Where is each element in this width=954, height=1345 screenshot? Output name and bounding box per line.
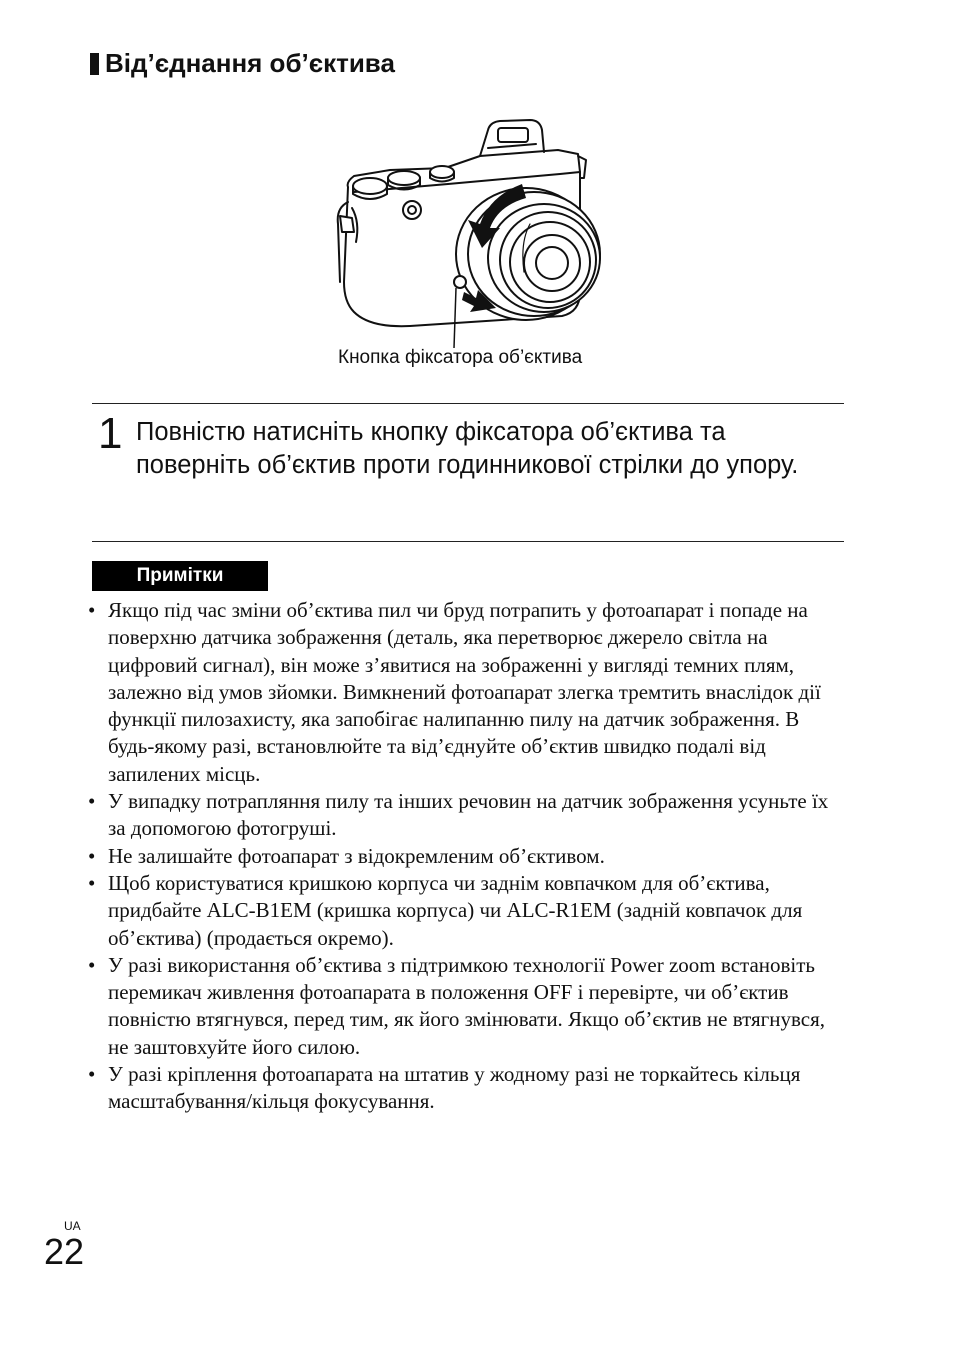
heading-marker (90, 53, 99, 75)
note-item (88, 843, 848, 870)
divider-top (92, 403, 844, 404)
note-item (88, 1061, 848, 1116)
bullet-icon: • (88, 952, 96, 977)
bullet-icon: • (88, 843, 96, 868)
bullet-icon: • (88, 870, 96, 895)
note-item (88, 788, 848, 843)
divider-bottom (92, 541, 844, 542)
note-text: Якщо під час зміни об’єктива пил чи бруд потрапить у фотоапарат і попаде на поверхню датчика зображення (деталь, яка перетворює джерело світла на цифровий сигнал), він може з’явитися на зображенні у вигляді темних плям, залежно від умов зйомки. Вимкнений фотоапарат злегка тремтить внаслідок дії функції пилозахисту, яка запобігає налипанню пилу на датчик зображення. В будь-якому разі, встановлюйте та від’єднуйте об’єктив швидко подалі від запилених місць. (108, 598, 821, 786)
section-title: Від’єднання об’єктива (105, 48, 395, 78)
note-text: У разі кріплення фотоапарата на штатив у жодному разі не торкайтесь кільця масштабування/кільця фокусування. (108, 1062, 801, 1114)
figure-caption: Кнопка фіксатора об’єктива (338, 347, 583, 368)
bullet-icon: • (88, 1062, 96, 1087)
notes-list (88, 597, 848, 1116)
page-number: 22 (44, 1231, 85, 1272)
bullet-icon: • (88, 789, 96, 814)
notes-label: Примітки (92, 561, 268, 591)
note-item (88, 952, 848, 1061)
note-text: У випадку потрапляння пилу та інших речовин на датчик зображення усуньте їх за допомогою фотогруші. (108, 789, 829, 841)
step-number: 1 (98, 409, 123, 458)
note-item (88, 870, 848, 952)
note-item (88, 597, 848, 788)
note-text: Щоб користуватися кришкою корпуса чи заднім ковпачком для об’єктива, придбайте ALC-B1EM (кришка корпуса) чи ALC-R1EM (задній ковпачок для об’єктива) (продається окремо). (108, 870, 803, 950)
section-heading (90, 48, 395, 79)
camera-lens-removal-illustration (330, 112, 630, 352)
step-instruction: Повністю натисніть кнопку фіксатора об’єктива та поверніть об’єктив проти годинникової стрілки до упору. (136, 418, 799, 479)
language-code: UA (64, 1219, 81, 1233)
note-text: Не залишайте фотоапарат з відокремленим об’єктивом. (108, 843, 605, 868)
note-text: У разі використання об’єктива з підтримкою технології Power zoom встановіть перемикач живлення фотоапарата в положення OFF і перевірте, чи об’єктив повністю втягнувся, перед тим, як його змінювати. Якщо об’єктив не втягнувся, не заштовхуйте його силою. (108, 952, 826, 1059)
bullet-icon: • (88, 598, 96, 622)
